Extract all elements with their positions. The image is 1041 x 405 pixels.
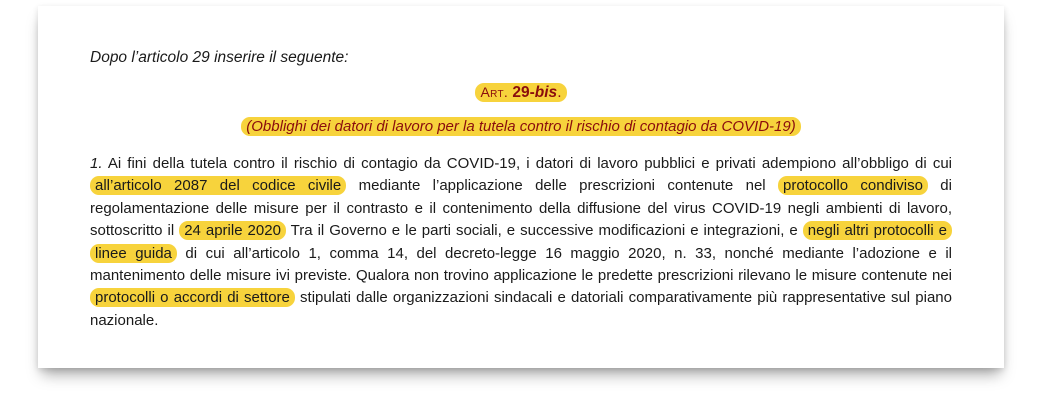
paragraph-text-2: mediante l’applicazione delle prescrizioni contenute nel [346,177,778,195]
paragraph-text-5: di cui all’articolo 1, comma 14, del decreto-legge 16 maggio 2020, n. 33, nonché mediante l’adozione e il mantenimento delle misure ivi previste. Qualora non trovino applicazione le predette prescrizioni rilevano le misure contenute nei [90,244,952,285]
highlight-protocollo-condiviso: protocollo condiviso [778,176,928,195]
paragraph-text-1: Ai fini della tutela contro il rischio di contagio da COVID-19, i datori di lavoro pubblici e privati adempiono all’obbligo di cui [107,155,952,172]
highlight-date: 24 aprile 2020 [179,221,286,240]
paragraph-number: 1. [90,155,103,172]
article-paragraph [90,153,952,332]
article-label: Art. [480,84,509,100]
highlight-altri-protocolli: negli altri protocolli e linee guida [90,221,952,262]
highlight-codice-civile: all’articolo 2087 del codice civile [90,176,346,195]
document-content [90,46,952,332]
article-subtitle [90,115,952,139]
article-suffix: bis [534,84,558,101]
article-number: 29- [512,84,535,101]
paragraph-text-6: stipulati dalle organizzazioni sindacali e datoriali comparativamente più rappresentative sul piano nazionale. [90,289,952,329]
paragraph-text-3: di regolamentazione delle misure per il contrasto e il contenimento della diffusione del virus COVID-19 negli ambienti di lavoro, sottoscritto il [90,177,952,240]
article-heading-highlight [475,83,566,102]
article-heading [90,80,952,104]
article-end: . [557,84,562,101]
highlight-accordi-settore: protocolli o accordi di settore [90,288,295,307]
document-page [38,6,1004,368]
intro-text: Dopo l’articolo 29 inserire il seguente: [90,49,349,66]
article-subtitle-highlight: (Obblighi dei datori di lavoro per la tutela contro il rischio di contagio da COVID-19) [241,117,800,136]
paragraph-text-4: Tra il Governo e le parti sociali, e successive modificazioni e integrazioni, e [285,222,803,240]
